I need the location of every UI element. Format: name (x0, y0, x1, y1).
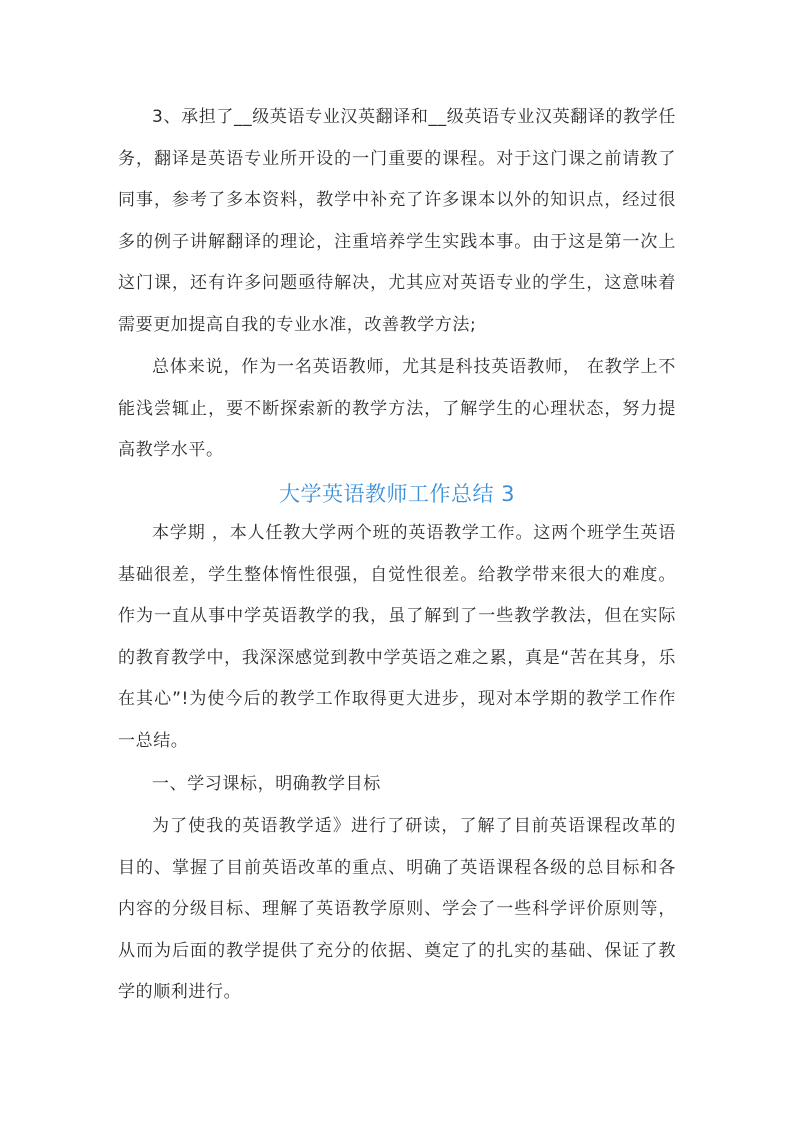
paragraph-summary: 总体来说，作为一名英语教师，尤其是科技英语教师， 在教学上不能浅尝辄止，要不断探索新的教学方法，了解学生的心理状态，努力提高教学水平。 (118, 357, 676, 460)
paragraph-translation-course: 3、承担了__级英语专业汉英翻译和__级英语专业汉英翻译的教学任务，翻译是英语专业所开设的一门重要的课程。对于这门课之前请教了同事，参考了多本资料，教学中补充了许多课本以外的知识点，经过很多的例子讲解翻译的理论，注重培养学生实践本事。由于这是第一次上这门课，还有许多问题亟待解决，尤其应对英语专业的学生，这意味着需要更加提高自我的专业水准，改善教学方法; (118, 107, 676, 335)
paragraph-section-one-heading: 一、学习课标，明确教学目标 (152, 774, 381, 794)
paragraph-curriculum-study: 为了使我的英语教学适》进行了研读，了解了目前英语课程改革的目的、掌握了目前英语改革的重点、明确了英语课程各级的总目标和各内容的分级目标、理解了英语教学原则、学会了一些科学评价原则等，从而为后面的教学提供了充分的依据、奠定了的扎实的基础、保证了教学的顺利进行。 (118, 816, 676, 1002)
paragraph-semester-intro: 本学期 ，本人任教大学两个班的英语教学工作。这两个班学生英语基础很差，学生整体惰性很强，自觉性很差。给教学带来很大的难度。作为一直从事中学英语教学的我，虽了解到了一些教学教法，但在实际的教育教学中，我深深感觉到教中学英语之难之累，真是“苦在其身，乐在其心”!为使今后的教学工作取得更大进步，现对本学期的教学工作作一总结。 (118, 523, 676, 751)
section-title: 大学英语教师工作总结 3 (278, 482, 516, 506)
